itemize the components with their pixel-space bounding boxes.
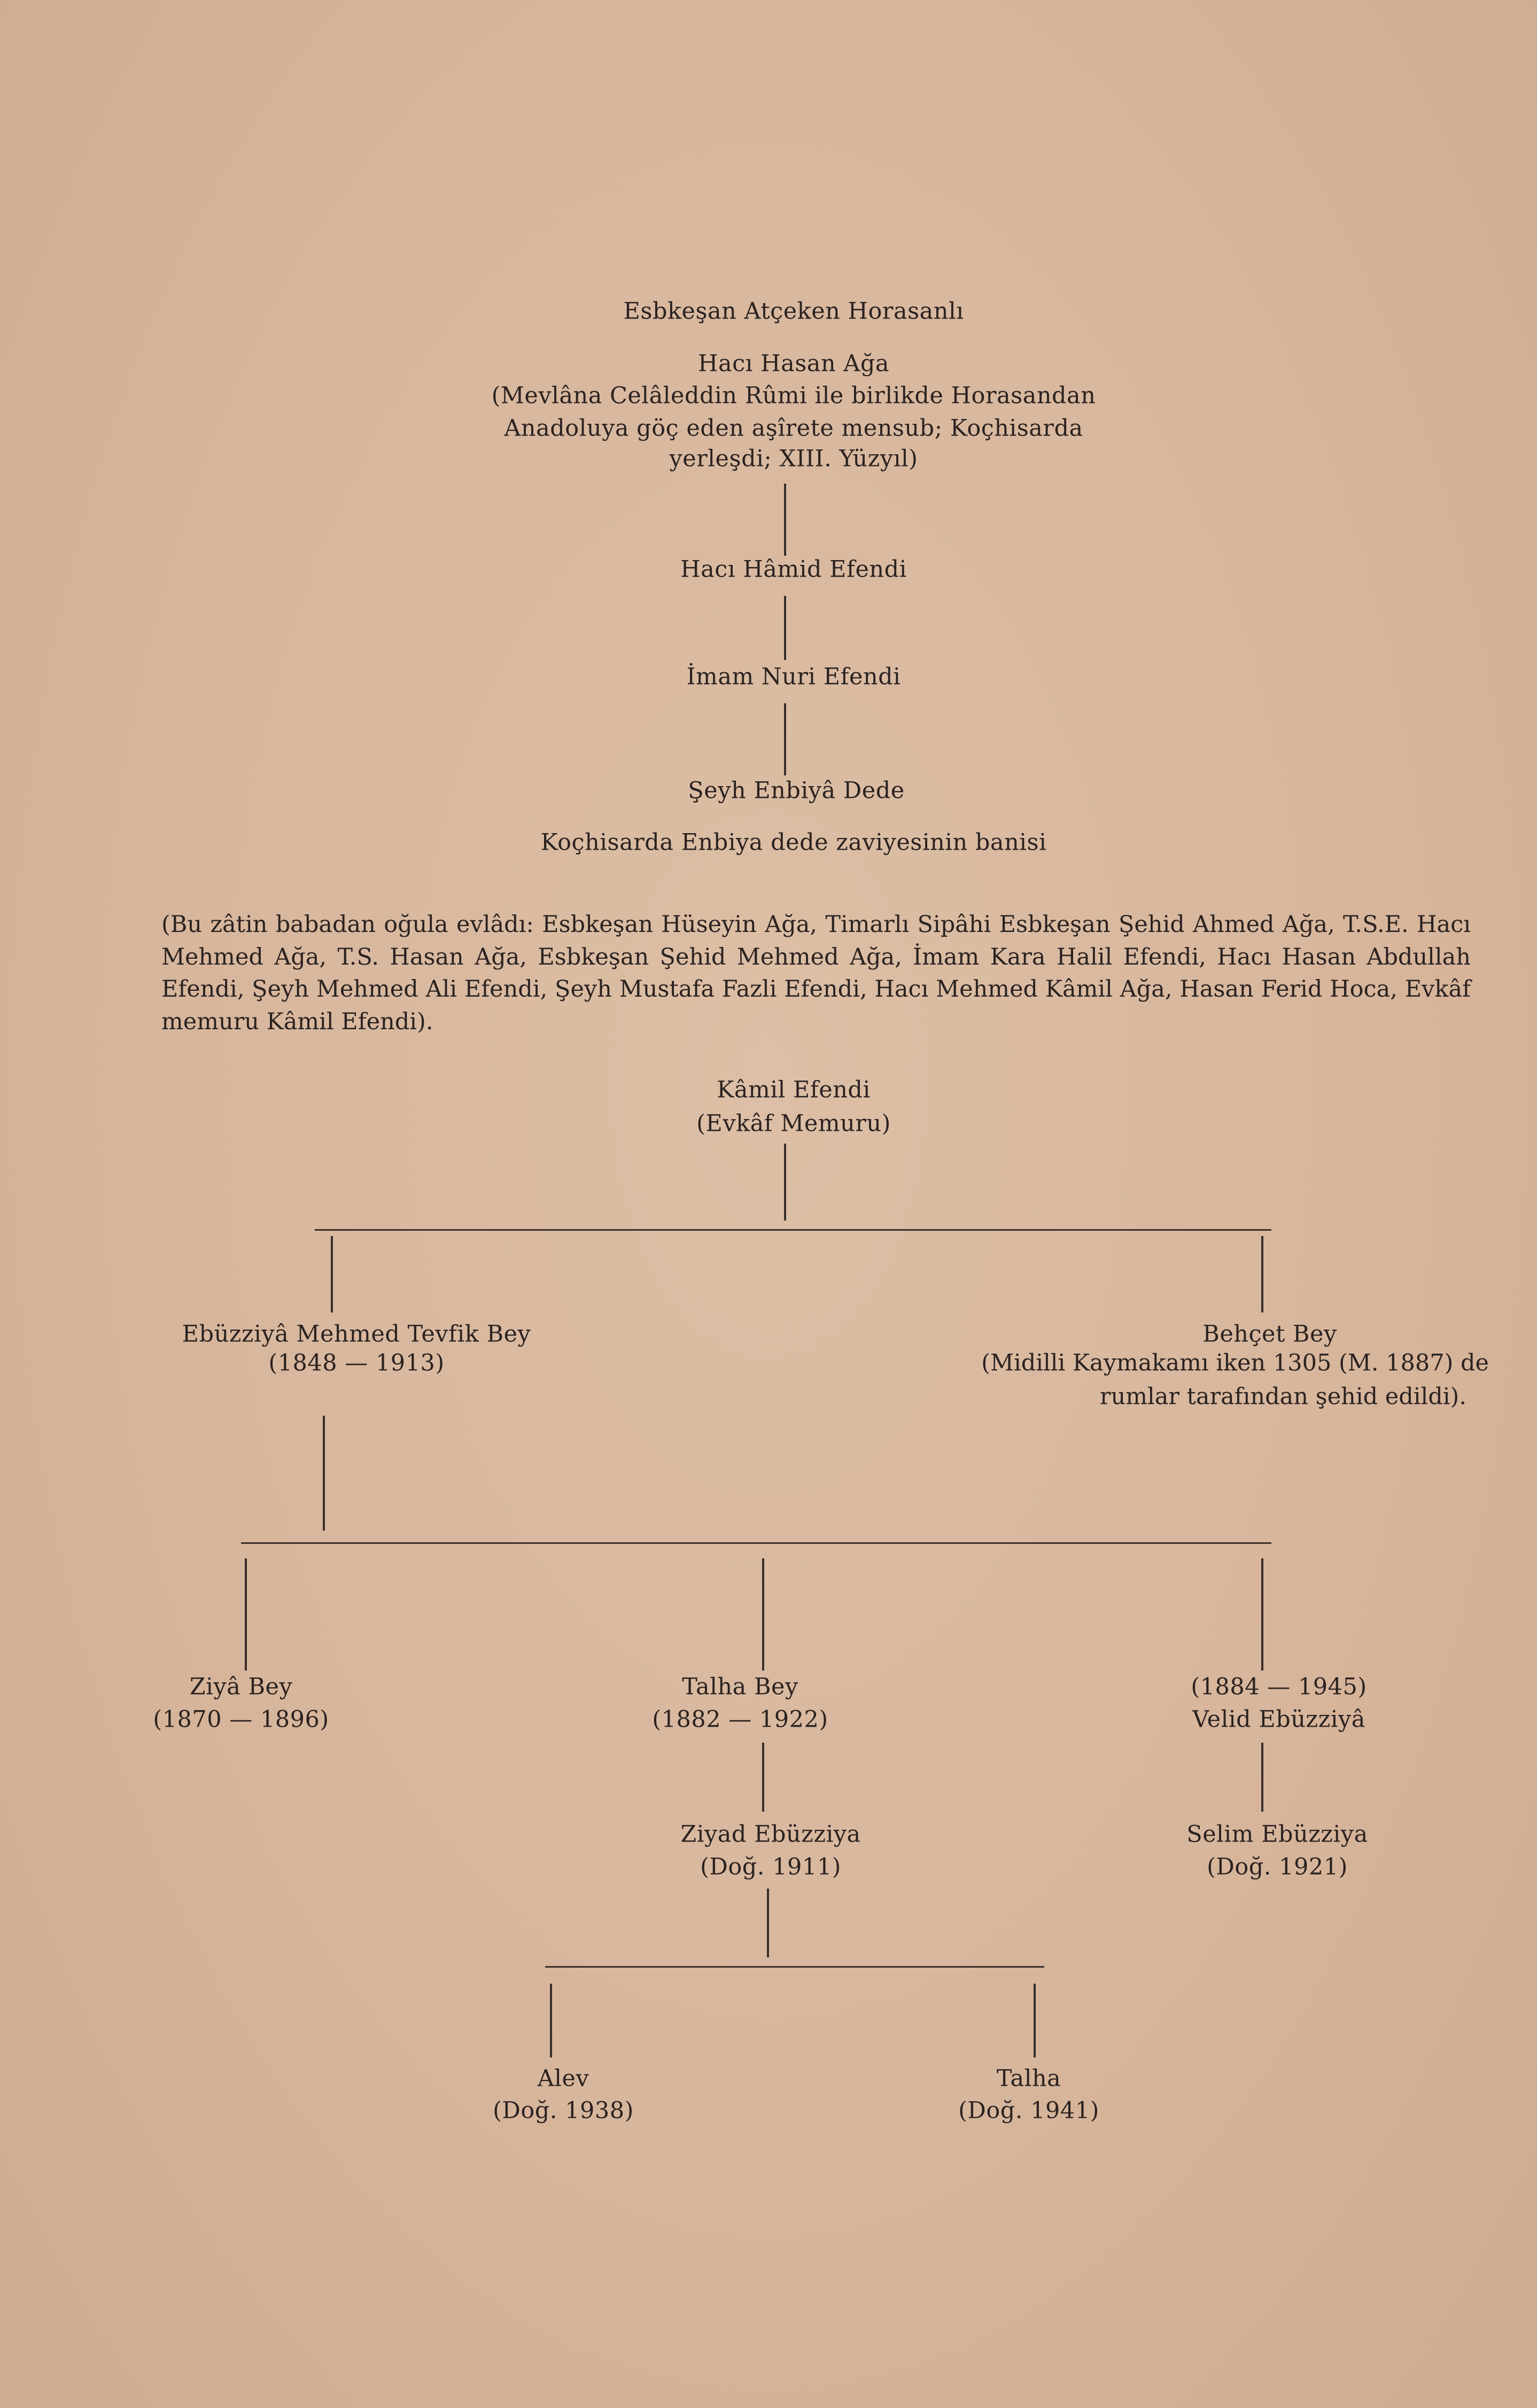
connector-line xyxy=(1034,1984,1036,2057)
connector-line xyxy=(1261,1558,1263,1671)
alev-name: Alev xyxy=(537,2065,589,2092)
gen3-name: İmam Nuri Efendi xyxy=(686,663,901,690)
behcet-name: Behçet Bey xyxy=(1202,1320,1337,1348)
connector-line xyxy=(784,1144,786,1221)
behcet-note: rumlar tarafından şehid edildi). xyxy=(1100,1383,1466,1410)
ziya-dates: (1870 — 1896) xyxy=(153,1706,329,1733)
ziyad-dates: (Doğ. 1911) xyxy=(700,1853,841,1881)
connector-line xyxy=(784,703,786,775)
sibling-line xyxy=(545,1966,1044,1968)
alev-dates: (Doğ. 1938) xyxy=(493,2097,634,2124)
kamil-name: Kâmil Efendi xyxy=(717,1076,871,1104)
connector-line xyxy=(1261,1236,1263,1312)
root-note-line: (Mevlâna Celâleddin Rûmi ile birlikde Horasandan xyxy=(491,382,1096,409)
velid-dates: (1884 — 1945) xyxy=(1191,1673,1367,1700)
selim-name: Selim Ebüzziya xyxy=(1186,1821,1368,1848)
root-note-line: yerleşdi; XIII. Yüzyıl) xyxy=(669,445,918,472)
ziya-name: Ziyâ Bey xyxy=(189,1673,293,1700)
root-name: Hacı Hasan Ağa xyxy=(697,350,890,377)
root-title: Esbkeşan Atçeken Horasanlı xyxy=(623,298,964,325)
gen4-name: Şeyh Enbiyâ Dede xyxy=(688,777,905,804)
velid-name: Velid Ebüzziyâ xyxy=(1192,1706,1365,1733)
talha-name: Talha Bey xyxy=(682,1673,798,1700)
root-note-line: Anadoluya göç eden aşîrete mensub; Koçhisarda xyxy=(504,415,1083,442)
lineage-paragraph: (Bu zâtin babadan oğula evlâdı: Esbkeşan Hüseyin Ağa, Timarlı Sipâhi Esbkeşan Şehid Ahmed Ağa, T.S.E. Hacı Mehmed Ağa, T.S. Hasan Ağa, Esbkeşan Şehid Mehmed Ağa, İmam Kara Halil Efendi, Hacı Hasan Abdullah Efendi, Şeyh Mehmed Ali Efendi, Şeyh Mustafa Fazli Efendi, Hacı Mehmed Kâmil Ağa, Hasan Ferid Hoca, Evkâf memuru Kâmil Efendi). xyxy=(161,911,1471,1035)
connector-line xyxy=(245,1558,247,1671)
sibling-line xyxy=(241,1542,1271,1544)
connector-line xyxy=(1261,1743,1263,1812)
talha-dates: (1882 — 1922) xyxy=(652,1706,828,1733)
connector-line xyxy=(331,1236,333,1312)
connector-line xyxy=(784,596,786,660)
ebuzziya-name: Ebüzziyâ Mehmed Tevfik Bey xyxy=(182,1320,531,1348)
selim-dates: (Doğ. 1921) xyxy=(1207,1853,1348,1881)
ziyad-name: Ziyad Ebüzziya xyxy=(680,1821,861,1848)
talha2-dates: (Doğ. 1941) xyxy=(958,2097,1099,2124)
gen2-name: Hacı Hâmid Efendi xyxy=(680,556,907,583)
connector-line xyxy=(323,1416,325,1531)
connector-line xyxy=(762,1558,764,1671)
connector-line xyxy=(767,1889,769,1958)
sibling-line xyxy=(315,1229,1271,1231)
ebuzziya-dates: (1848 — 1913) xyxy=(268,1349,445,1377)
connector-line xyxy=(550,1984,552,2057)
talha2-name: Talha xyxy=(996,2065,1061,2092)
behcet-note: (Midilli Kaymakamı iken 1305 (M. 1887) de xyxy=(981,1349,1489,1377)
connector-line xyxy=(784,484,786,556)
gen4-note: Koçhisarda Enbiya dede zaviyesinin banisi xyxy=(540,829,1047,856)
kamil-note: (Evkâf Memuru) xyxy=(696,1110,891,1137)
connector-line xyxy=(762,1743,764,1812)
